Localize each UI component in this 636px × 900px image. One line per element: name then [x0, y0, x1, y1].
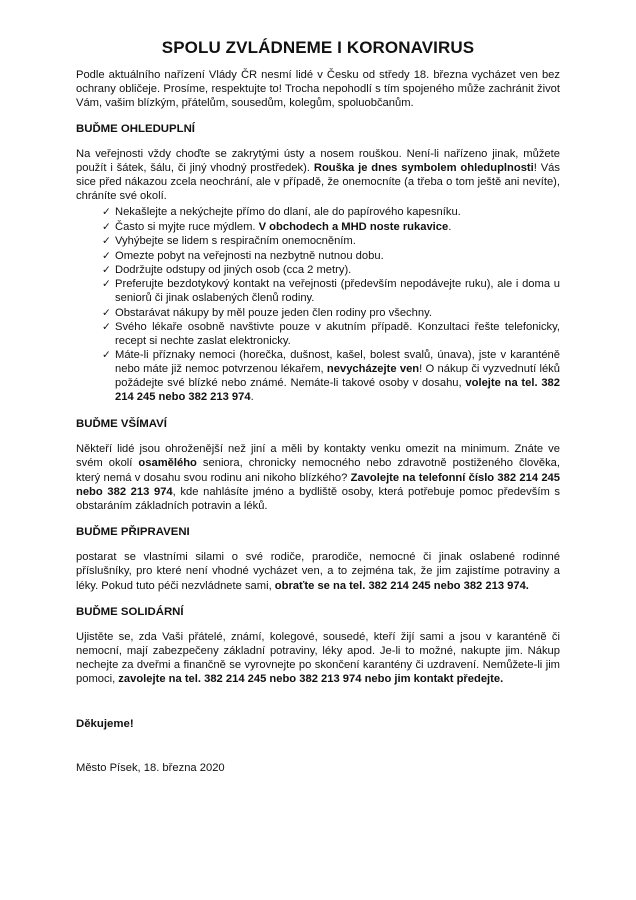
- list-item: [102, 264, 560, 278]
- section-heading-prepared: BUĎME PŘIPRAVENI: [76, 526, 190, 539]
- list-item-text: Omezte pobyt na veřejnosti na nezbytně nutnou dobu.: [115, 249, 384, 262]
- checklist: [76, 206, 560, 405]
- prepared-bold-phone: obraťte se na tel. 382 214 245 nebo 382 213 974.: [274, 579, 529, 592]
- list-item-text: Dodržujte odstupy od jiných osob (cca 2 metry).: [115, 264, 352, 277]
- list-item: [102, 221, 560, 235]
- list-item-text-end: .: [448, 220, 452, 233]
- considerate-text-end: ! Vás sice před nákazou zcela neochrání, ale v případě, že onemocníte (a třeba o tom ještě ani nevíte), chráníte své okolí.: [76, 161, 560, 203]
- check-icon: ✓: [102, 235, 111, 248]
- prepared-text: postarat se vlastními silami o své rodiče, prarodiče, nemocné či jinak oslabené rodinné příslušníky, pro které není vhodné vycházet ven, a to zejména tak, že jim zajistíme potraviny a léky. Pokud tuto péči nezvládnete sami,: [76, 551, 560, 592]
- solidary-bold-phone: zavolejte na tel. 382 214 245 nebo 382 213 974 nebo jim kontakt předejte.: [118, 673, 504, 686]
- check-icon: ✓: [102, 278, 111, 291]
- observant-text-a: Někteří lidé jsou ohroženější než jiní a měli by kontakty venku omezit na minimum. Znáte ve svém okolí: [76, 443, 560, 470]
- solidary-text: Ujistěte se, zda Vaši přátelé, známí, kolegové, sousedé, kteří žijí sami a jsou v karanténě či nemocní, mají zabezpečeny základní potraviny, léky apod. Je-li to možné, nakupte jim. Nákup nechejte za dveřmi a finančně se vyrovnejte po skončení karantény či uzdravení. Nemůžete-li jim pomoci,: [76, 630, 560, 686]
- list-item-text-end: .: [250, 391, 254, 404]
- list-item-bold-phone: volejte na tel. 382 214 245 nebo 382 213 974: [115, 377, 561, 404]
- section-heading-solidary: BUĎME SOLIDÁRNÍ: [76, 605, 184, 618]
- check-icon: ✓: [102, 249, 111, 262]
- considerate-bold: Rouška je dnes symbolem ohleduplnosti: [313, 161, 534, 174]
- list-item-bold: V obchodech a MHD noste rukavice: [258, 220, 449, 233]
- list-item-bold: nevycházejte ven: [326, 363, 420, 376]
- observant-paragraph: [76, 442, 560, 513]
- check-icon: ✓: [102, 321, 111, 334]
- page-title: SPOLU ZVLÁDNEME I KORONAVIRUS: [161, 38, 475, 57]
- list-item: [102, 349, 560, 405]
- document-page: [76, 38, 560, 774]
- list-item-text: Preferujte bezdotykový kontakt na veřejnosti (především nepodávejte ruku), ale i doma u seniorů či jinak oslabených členů rodiny.: [115, 278, 560, 305]
- list-item: [102, 206, 560, 220]
- signature-line: Město Písek, 18. března 2020: [76, 761, 225, 774]
- list-item-text: Svého lékaře osobně navštivte pouze v akutním případě. Konzultaci řešte telefonicky, recept si nechte zaslat elektronicky.: [115, 321, 560, 348]
- solidary-paragraph: [76, 630, 560, 687]
- considerate-paragraph: [76, 147, 560, 204]
- prepared-paragraph: [76, 550, 560, 593]
- list-item: [102, 235, 560, 249]
- list-item: [102, 307, 560, 321]
- intro-paragraph: Podle aktuálního nařízení Vlády ČR nesmí lidé v Česku od středy 18. března vycházet ven bez ochrany obličeje. Prosíme, respektujte to! Trocha nepohodlí s tím spojeného může zachránit život Vám, vašim blízkým, přátelům, sousedům, kolegům, spoluobčanům.: [76, 69, 560, 110]
- list-item-text: Obstarávat nákupy by měl pouze jeden člen rodiny pro všechny.: [115, 306, 432, 319]
- check-icon: ✓: [102, 264, 111, 277]
- list-item: [102, 278, 560, 306]
- list-item-text-mid: ! O nákup či vyzvednutí léků požádejte své blízké nebo známé. Nemáte-li takové osoby v dosahu,: [115, 363, 560, 390]
- observant-text-c: , kde nahlásíte jméno a bydliště osoby, která potřebuje pomoc především s obstaráním základních potravin a léků.: [76, 485, 561, 512]
- check-icon: ✓: [102, 220, 111, 233]
- list-item-text: Nekašlejte a nekýchejte přímo do dlaní, ale do papírového kapesníku.: [115, 206, 461, 219]
- section-heading-considerate: BUĎME OHLEDUPLNÍ: [76, 122, 195, 135]
- observant-bold-a: osamělého: [138, 457, 197, 470]
- list-item: [102, 321, 560, 349]
- section-heading-observant: BUĎME VŠÍMAVÍ: [76, 418, 167, 431]
- check-icon: ✓: [102, 306, 111, 319]
- list-item-text: Vyhýbejte se lidem s respiračním onemocněním.: [115, 235, 356, 248]
- list-item-text: Často si myjte ruce mýdlem.: [115, 220, 256, 233]
- observant-bold-phone: Zavolejte na telefonní číslo 382 214 245 nebo 382 213 974: [76, 471, 560, 498]
- considerate-text: Na veřejnosti vždy choďte se zakrytými ústy a nosem rouškou. Není-li nařízeno jinak, můžete použít i šátek, šálu, či jiný vhodný prostředek).: [76, 147, 560, 174]
- list-item: [102, 250, 560, 264]
- list-item-text: Máte-li příznaky nemoci (horečka, dušnost, kašel, bolest svalů, únava), jste v karanténě nebo máte již nemoc potvrzenou lékařem,: [115, 349, 560, 376]
- check-icon: ✓: [102, 349, 111, 362]
- thanks-line: Děkujeme!: [76, 717, 134, 730]
- check-icon: ✓: [102, 206, 111, 219]
- observant-text-b: seniora, chronicky nemocného nebo zdravotně postiženého člověka, který nemá v dosahu svou rodinu ani nikoho blízkého?: [76, 457, 560, 484]
